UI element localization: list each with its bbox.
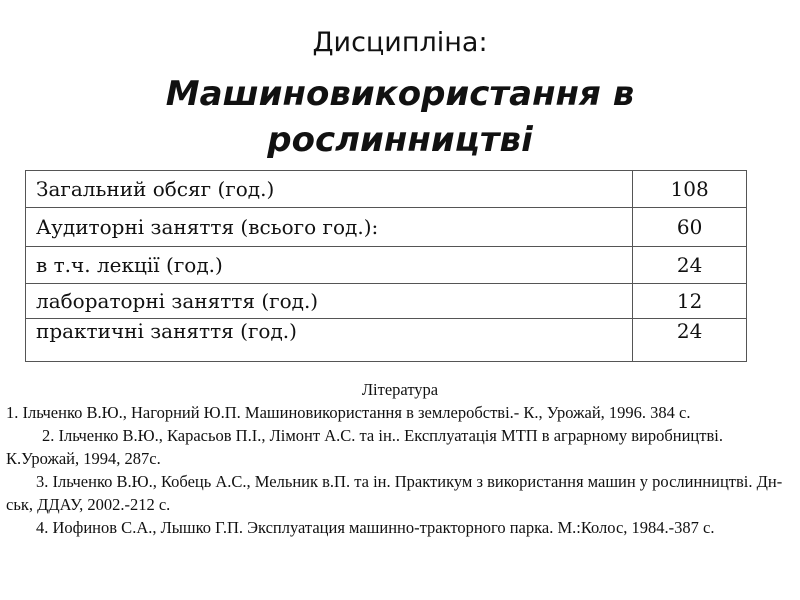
table-row	[26, 284, 747, 319]
literature-item: 1. Ільченко В.Ю., Нагорний Ю.П. Машиновикористання в землеробстві.- К., Урожай, 1996. 384 с.	[6, 403, 691, 422]
row-label: в т.ч. лекції (год.)	[26, 247, 633, 284]
row-label: Загальний обсяг (год.)	[26, 171, 633, 208]
row-value: 60	[633, 208, 747, 247]
literature-heading: Література	[361, 380, 439, 399]
row-label: практичні заняття (год.)	[26, 319, 633, 362]
row-value: 108	[633, 171, 747, 208]
literature-item: 4. Иофинов С.А., Лышко Г.П. Эксплуатация машинно-тракторного парка. М.:Колос, 1984.-387 с.	[36, 518, 715, 537]
page-title-prefix: Дисципліна:	[312, 27, 488, 58]
table-row	[26, 247, 747, 284]
page-title-continued: рослинництві	[267, 120, 533, 160]
table-row	[26, 171, 747, 208]
literature-item: 2. Ільченко В.Ю., Карасьов П.І., Лімонт А.С. та ін.. Експлуатація МТП в аграрному виробництві. К.Урожай, 1994, 287с.	[6, 426, 723, 468]
row-label: лабораторні заняття (год.)	[26, 284, 633, 319]
row-value: 24	[633, 319, 747, 362]
hours-table	[25, 170, 747, 362]
table-row	[26, 208, 747, 247]
row-value: 24	[633, 247, 747, 284]
literature-section	[6, 378, 794, 539]
row-label: Аудиторні заняття (всього год.):	[26, 208, 633, 247]
page-title: Машиновикористання в	[165, 74, 635, 114]
table-row	[26, 319, 747, 362]
row-value: 12	[633, 284, 747, 319]
literature-item: 3. Ільченко В.Ю., Кобець А.С., Мельник в.П. та ін. Практикум з використання машин у рослинництві. Дн-ськ, ДДАУ, 2002.-212 с.	[6, 472, 783, 514]
